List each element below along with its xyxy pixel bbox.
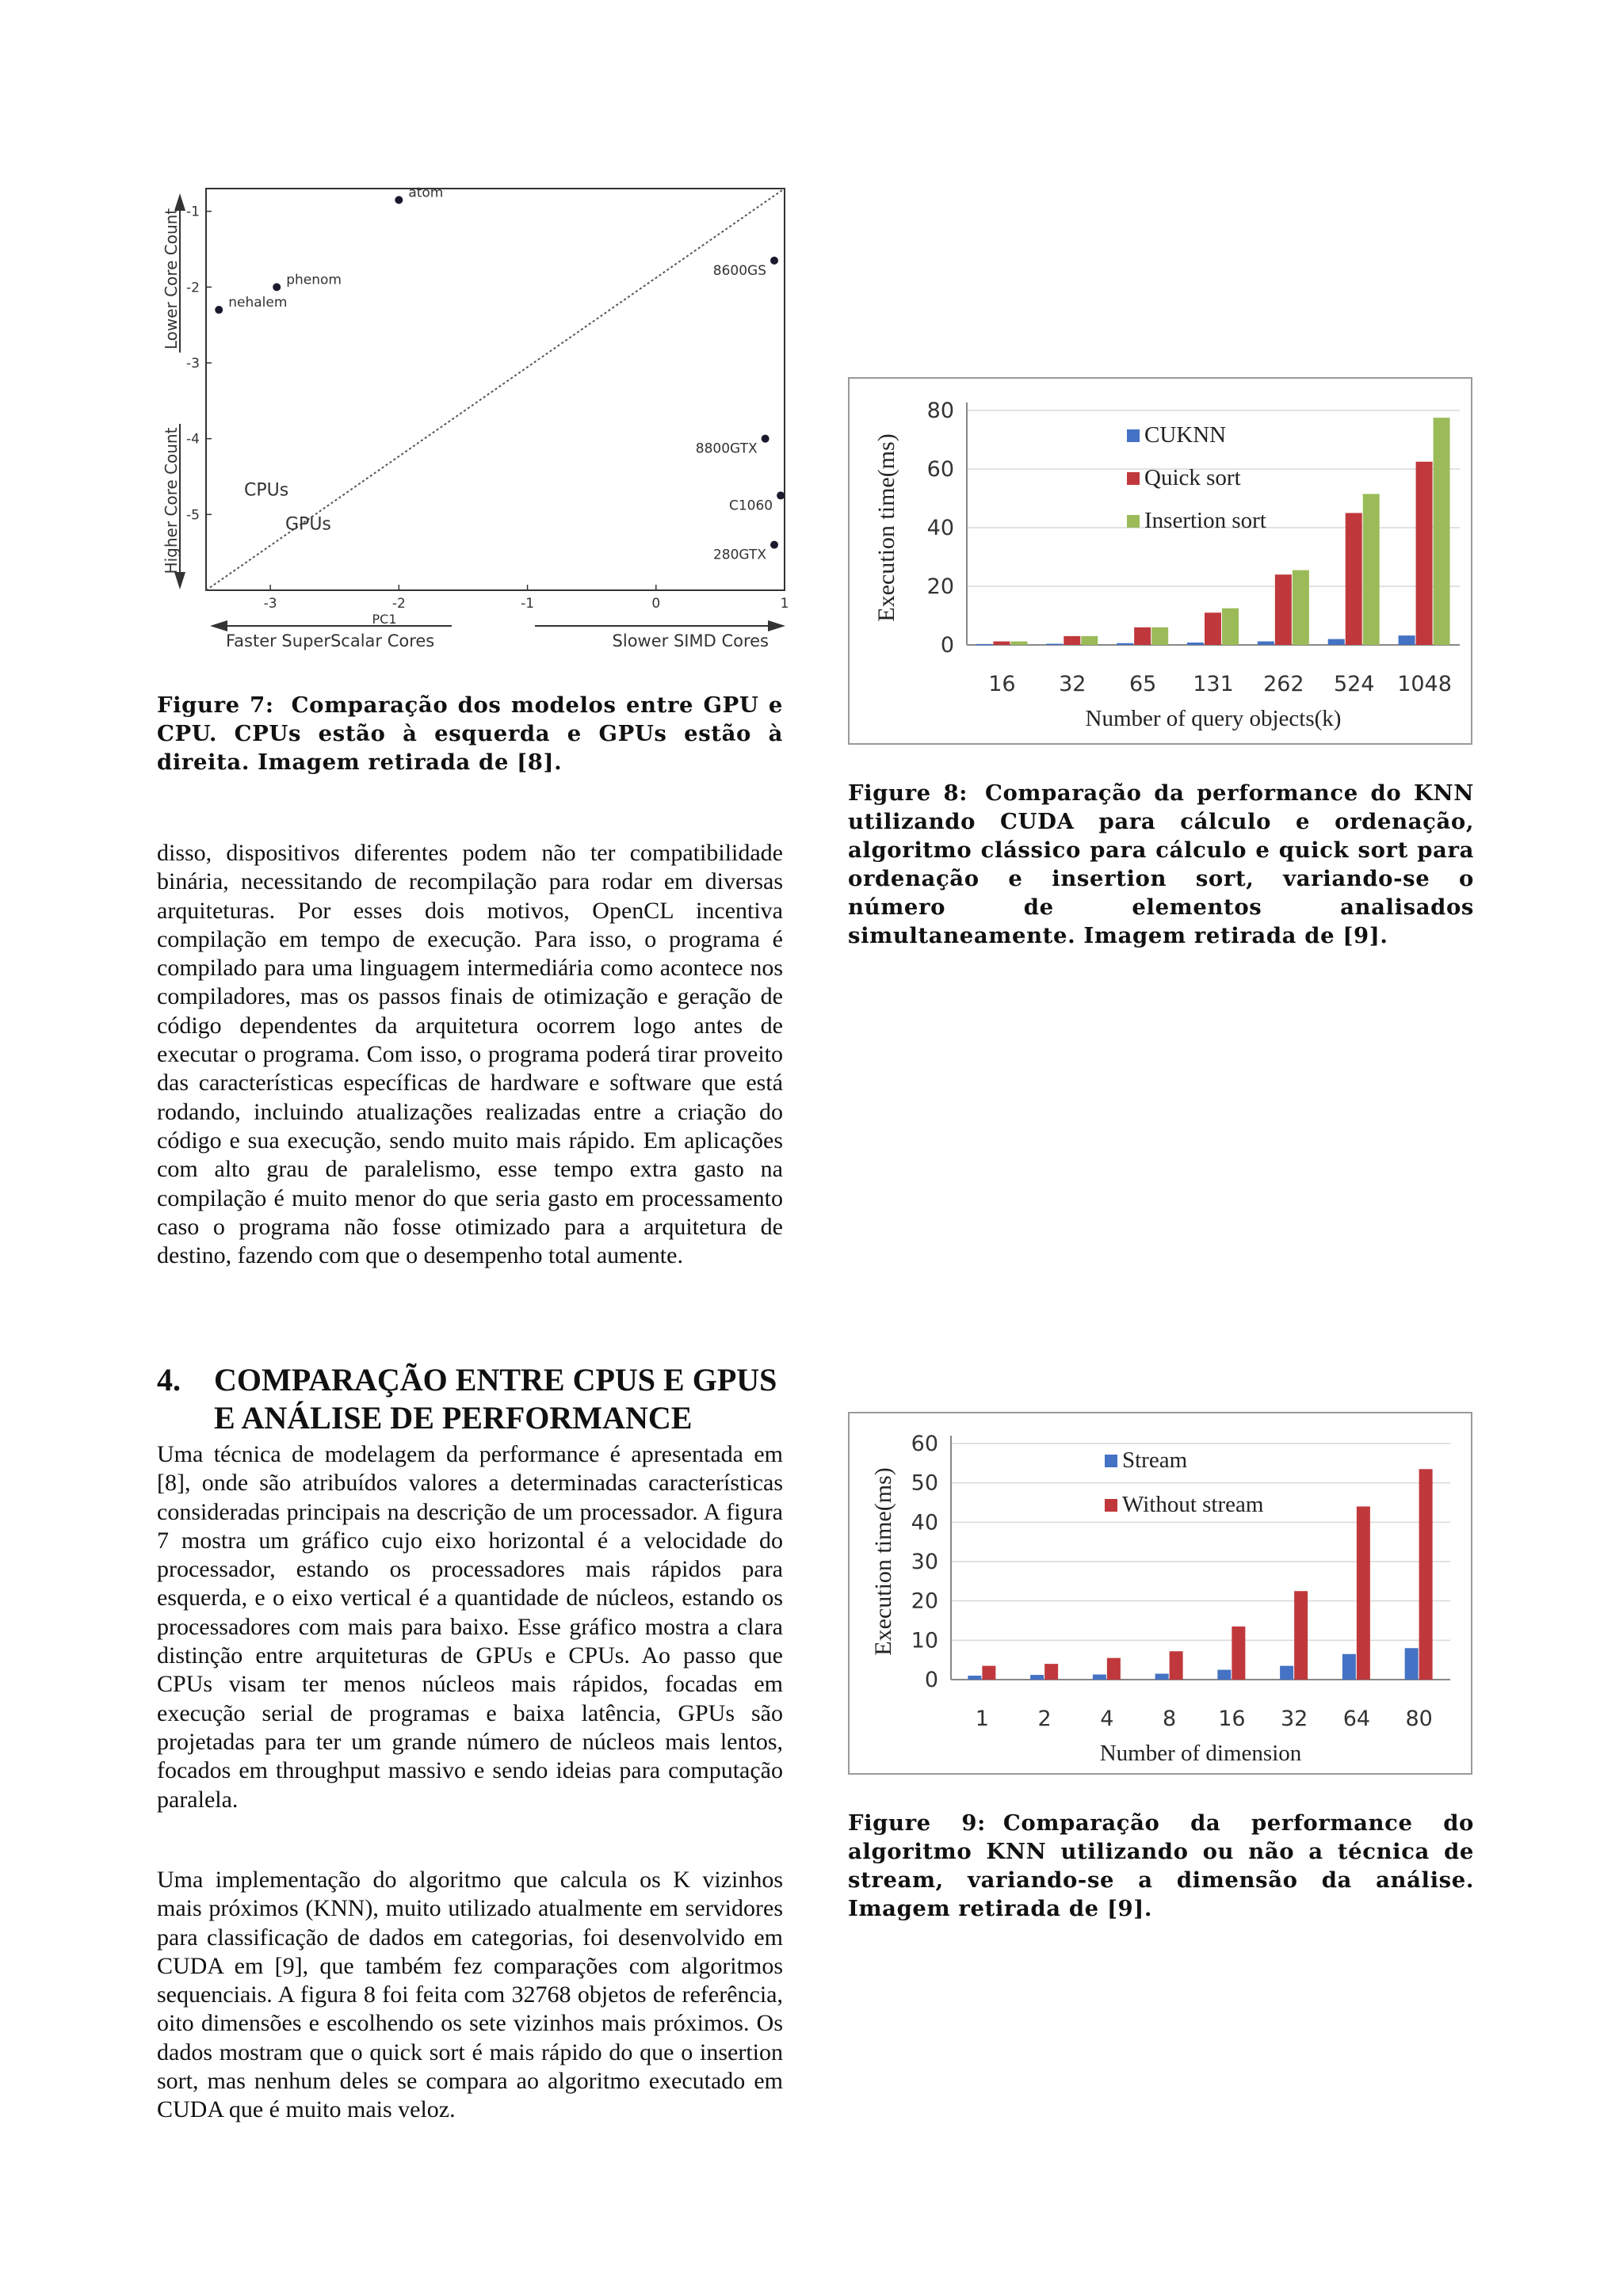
fig7-point-label: 8800GTX (695, 441, 758, 457)
fig8-ytick-label: 40 (926, 516, 954, 540)
fig8-bar-cuknn (1117, 643, 1133, 645)
figure8-caption (848, 779, 1474, 950)
figure9-caption (848, 1809, 1474, 1923)
fig8-bar-quick-sort (1275, 574, 1292, 645)
fig7-annotation-lower-core: Lower Core Count (162, 208, 181, 350)
fig9-bar-without-stream (1170, 1651, 1183, 1680)
figure7-caption-label: Figure 7: (157, 692, 274, 718)
fig8-ytick-label: 80 (926, 399, 954, 423)
fig9-ytick-label: 60 (911, 1432, 938, 1456)
fig9-legend-swatch (1105, 1499, 1117, 1512)
fig8-legend-label: Insertion sort (1144, 508, 1266, 533)
fig8-bar-quick-sort (1064, 636, 1080, 645)
fig8-xtick-label: 131 (1193, 672, 1234, 696)
fig8-bar-quick-sort (1346, 513, 1362, 646)
fig7-arrow-right-head (768, 620, 785, 631)
fig7-xtick-label: 0 (651, 596, 661, 612)
fig8-bar-insertion-sort (1434, 418, 1450, 645)
fig7-point-label: phenom (286, 272, 342, 288)
figure8-caption-text: Comparação da performance do KNN utilizando CUDA para cálculo e ordenação, algoritmo clássico para cálculo e quick sort para ordenação e insertion sort, variando-se o número de elementos analisados simultaneamente. Imagem retirada de [9]. (848, 780, 1474, 948)
fig7-annotation-higher-core: Higher Core Count (162, 427, 181, 574)
figure8 (848, 377, 1472, 745)
fig8-bar-quick-sort (1205, 612, 1221, 645)
figure7 (162, 182, 789, 658)
fig7-ytick-label: -4 (186, 431, 200, 448)
fig7-xtick-label: -1 (521, 596, 535, 612)
fig9-ytick-label: 20 (911, 1589, 938, 1614)
fig8-xtick-label: 262 (1263, 672, 1304, 696)
fig9-bar-without-stream (1419, 1469, 1433, 1680)
fig7-arrow-up-head (174, 193, 185, 211)
figure7-caption (157, 691, 783, 776)
fig9-legend-label: Stream (1122, 1447, 1188, 1473)
fig9-xtick-label: 1 (975, 1707, 989, 1731)
section-title-line1: COMPARAÇÃO ENTRE CPUS E GPUS (214, 1362, 777, 1398)
fig7-ytick-label: -3 (186, 356, 200, 372)
fig8-legend-swatch (1127, 515, 1140, 528)
section-title-line2: E ANÁLISE DE PERFORMANCE (214, 1400, 693, 1436)
fig8-xlabel: Number of query objects(k) (1085, 706, 1342, 731)
figure7-caption-text: Comparação dos modelos entre GPU e CPU. CPUs estão à esquerda e GPUs estão à direita. Imagem retirada de [8]. (157, 692, 783, 775)
fig8-bar-quick-sort (1134, 627, 1151, 645)
fig8-bar-insertion-sort (1363, 494, 1380, 645)
fig9-bar-stream (1217, 1670, 1231, 1680)
fig7-ytick-label: -2 (186, 280, 200, 296)
figure7-chart (162, 182, 789, 658)
fig9-ytick-label: 10 (911, 1628, 938, 1653)
fig8-xtick-label: 32 (1059, 672, 1086, 696)
fig9-xtick-label: 16 (1218, 1707, 1246, 1731)
fig9-ytick-label: 0 (924, 1668, 938, 1692)
section-heading (157, 1361, 791, 1437)
fig8-bar-insertion-sort (1222, 608, 1239, 645)
fig7-point-label: atom (408, 185, 444, 201)
fig9-xtick-label: 8 (1163, 1707, 1177, 1731)
fig7-point (770, 257, 778, 265)
fig9-xtick-label: 2 (1037, 1707, 1052, 1731)
figure9 (848, 1412, 1472, 1775)
fig7-ytick-label: -1 (186, 204, 200, 220)
fig9-xtick-label: 32 (1280, 1707, 1308, 1731)
fig7-arrow-left-head (210, 620, 227, 631)
fig8-xtick-label: 16 (988, 672, 1016, 696)
fig9-bar-without-stream (1294, 1591, 1308, 1680)
fig7-point-label: 280GTX (712, 547, 767, 563)
fig8-bar-cuknn (1328, 639, 1345, 645)
left-paragraph-1: disso, dispositivos diferentes podem não ter compatibilidade binária, necessitando de recompilação para rodar em diversas arquiteturas. Por esses dois motivos, OpenCL incentiva compilação em tempo de execução. Para isso, o programa é compilado para uma linguagem intermediária como acontece nos compiladores, mas os passos finais de otimização e geração de código dependentes da arquitetura ocorrem logo antes de executar o programa. Com isso, o programa poderá tirar proveito das características específicas de hardware e software que está rodando, incluindo atualizações realizadas entre a criação do código e sua execução, sendo muito mais rápido. Em aplicações com alto grau de paralelismo, esse tempo extra gasto na compilação é muito menor do que seria gasto em processamento caso o programa não fosse otimizado para a arquitetura de destino, fazendo com que o desempenho total aumente. (157, 840, 783, 1269)
fig9-bar-stream (1155, 1674, 1169, 1680)
fig9-xtick-label: 64 (1342, 1707, 1371, 1731)
figure9-chart (850, 1413, 1471, 1773)
fig8-bar-insertion-sort (1010, 642, 1027, 645)
figure9-caption-label: Figure 9: (848, 1810, 986, 1836)
fig9-bar-stream (1280, 1666, 1293, 1680)
fig9-bar-stream (1030, 1675, 1044, 1680)
fig9-bar-stream (1342, 1654, 1356, 1680)
fig8-ytick-label: 60 (926, 457, 954, 482)
fig8-ytick-label: 0 (940, 633, 954, 658)
fig8-bar-cuknn (1046, 644, 1063, 646)
fig8-xtick-label: 524 (1333, 672, 1375, 696)
fig7-xlabel: PC1 (372, 612, 397, 627)
fig9-ylabel: Execution time(ms) (870, 1467, 896, 1656)
fig7-point (395, 196, 403, 204)
fig7-xtick-label: 1 (780, 596, 789, 612)
left-paragraph-2: Uma técnica de modelagem da performance é apresentada em [8], onde são atribuídos valores a determinadas características consideradas principais na descrição de um processador. A figura 7 mostra um gráfico cujo eixo horizontal é a velocidade do processador, estando os processadores mais rápidos para esquerda, e o eixo vertical é a quantidade de núcleos, estando os processadores com mais para baixo. Esse gráfico mostra a clara distinção entre arquiteturas de GPUs e CPUs. Ao passo que CPUs visam ter menos núcleos mais rápidos, focadas em execução serial de programas e baixa latência, GPUs são projetadas para ter um grande número de núcleos mais lentos, focados em throughput massivo e sendo ideias para computação paralela. (157, 1441, 783, 1813)
fig9-bar-without-stream (1357, 1506, 1370, 1680)
fig8-ytick-label: 20 (926, 574, 954, 599)
fig9-ytick-label: 40 (911, 1510, 938, 1535)
fig8-legend-label: Quick sort (1144, 465, 1241, 490)
fig8-legend-swatch (1127, 472, 1140, 485)
fig8-bar-quick-sort (993, 642, 1010, 645)
fig7-point-label: 8600GS (712, 262, 767, 279)
section-number: 4. (157, 1362, 181, 1398)
fig7-point (215, 306, 223, 314)
fig8-bar-cuknn (1187, 643, 1204, 645)
fig7-point (762, 435, 769, 443)
left-paragraph-3: Uma implementação do algoritmo que calcula os K vizinhos mais próximos (KNN), muito utilizado atualmente em servidores para classificação de dados em categorias, foi desenvolvido em CUDA em [9], que também fez comparações com algoritmos sequenciais. A figura 8 foi feita com 32768 objetos de referência, oito dimensões e escolhendo os sete vizinhos mais próximos. Os dados mostram que o quick sort é mais rápido do que o insertion sort, mas nenhum deles se compara ao algoritmo executado em CUDA que é muito mais veloz. (157, 1867, 783, 2123)
figure8-chart (850, 379, 1471, 743)
fig7-point (770, 541, 778, 549)
fig9-xtick-label: 80 (1405, 1707, 1433, 1731)
fig8-bar-cuknn (976, 644, 992, 646)
fig9-legend-label: Without stream (1122, 1492, 1264, 1517)
fig9-legend-swatch (1105, 1455, 1117, 1467)
fig9-xlabel: Number of dimension (1099, 1741, 1302, 1766)
fig9-bar-stream (1405, 1648, 1419, 1680)
fig8-legend-label: CUKNN (1144, 422, 1227, 448)
fig9-ytick-label: 50 (911, 1470, 938, 1496)
fig9-ytick-label: 30 (911, 1550, 938, 1574)
fig7-annotation-faster: Faster SuperScalar Cores (226, 631, 435, 650)
fig8-bar-insertion-sort (1151, 627, 1168, 645)
fig9-bar-without-stream (1044, 1664, 1058, 1680)
fig7-point-label: C1060 (728, 498, 773, 514)
fig7-annotation-slower: Slower SIMD Cores (612, 631, 769, 650)
section-heading-line1 (157, 1361, 791, 1399)
fig7-point (777, 491, 785, 499)
fig8-bar-quick-sort (1416, 462, 1433, 645)
figure9-caption-text: Comparação da performance do algoritmo KNN utilizando ou não a técnica de stream, variando-se a dimensão da análise. Imagem retirada de [9]. (848, 1810, 1474, 1921)
fig8-bar-insertion-sort (1081, 636, 1098, 645)
fig8-legend-swatch (1127, 429, 1140, 442)
fig7-xtick-label: -2 (391, 596, 406, 612)
fig7-point-label: nehalem (228, 295, 288, 311)
fig9-bar-stream (968, 1676, 981, 1680)
fig7-region-label-cpus: CPUs (244, 480, 289, 501)
fig9-xtick-label: 4 (1100, 1707, 1114, 1731)
fig8-xtick-label: 1048 (1397, 672, 1452, 696)
fig7-ytick-label: -5 (186, 507, 200, 524)
fig9-bar-without-stream (982, 1666, 995, 1680)
figure8-caption-label: Figure 8: (848, 780, 968, 806)
fig7-point (273, 283, 281, 291)
fig8-ylabel: Execution time(ms) (873, 433, 899, 622)
fig9-bar-without-stream (1107, 1658, 1121, 1680)
fig9-bar-stream (1093, 1675, 1106, 1680)
fig8-bar-cuknn (1258, 642, 1274, 645)
fig7-region-label-gpus: GPUs (285, 514, 331, 535)
fig8-bar-insertion-sort (1293, 570, 1309, 645)
fig9-bar-without-stream (1232, 1627, 1245, 1680)
fig8-bar-cuknn (1399, 635, 1415, 645)
fig8-xtick-label: 65 (1128, 672, 1157, 696)
fig7-xtick-label: -3 (263, 596, 277, 612)
